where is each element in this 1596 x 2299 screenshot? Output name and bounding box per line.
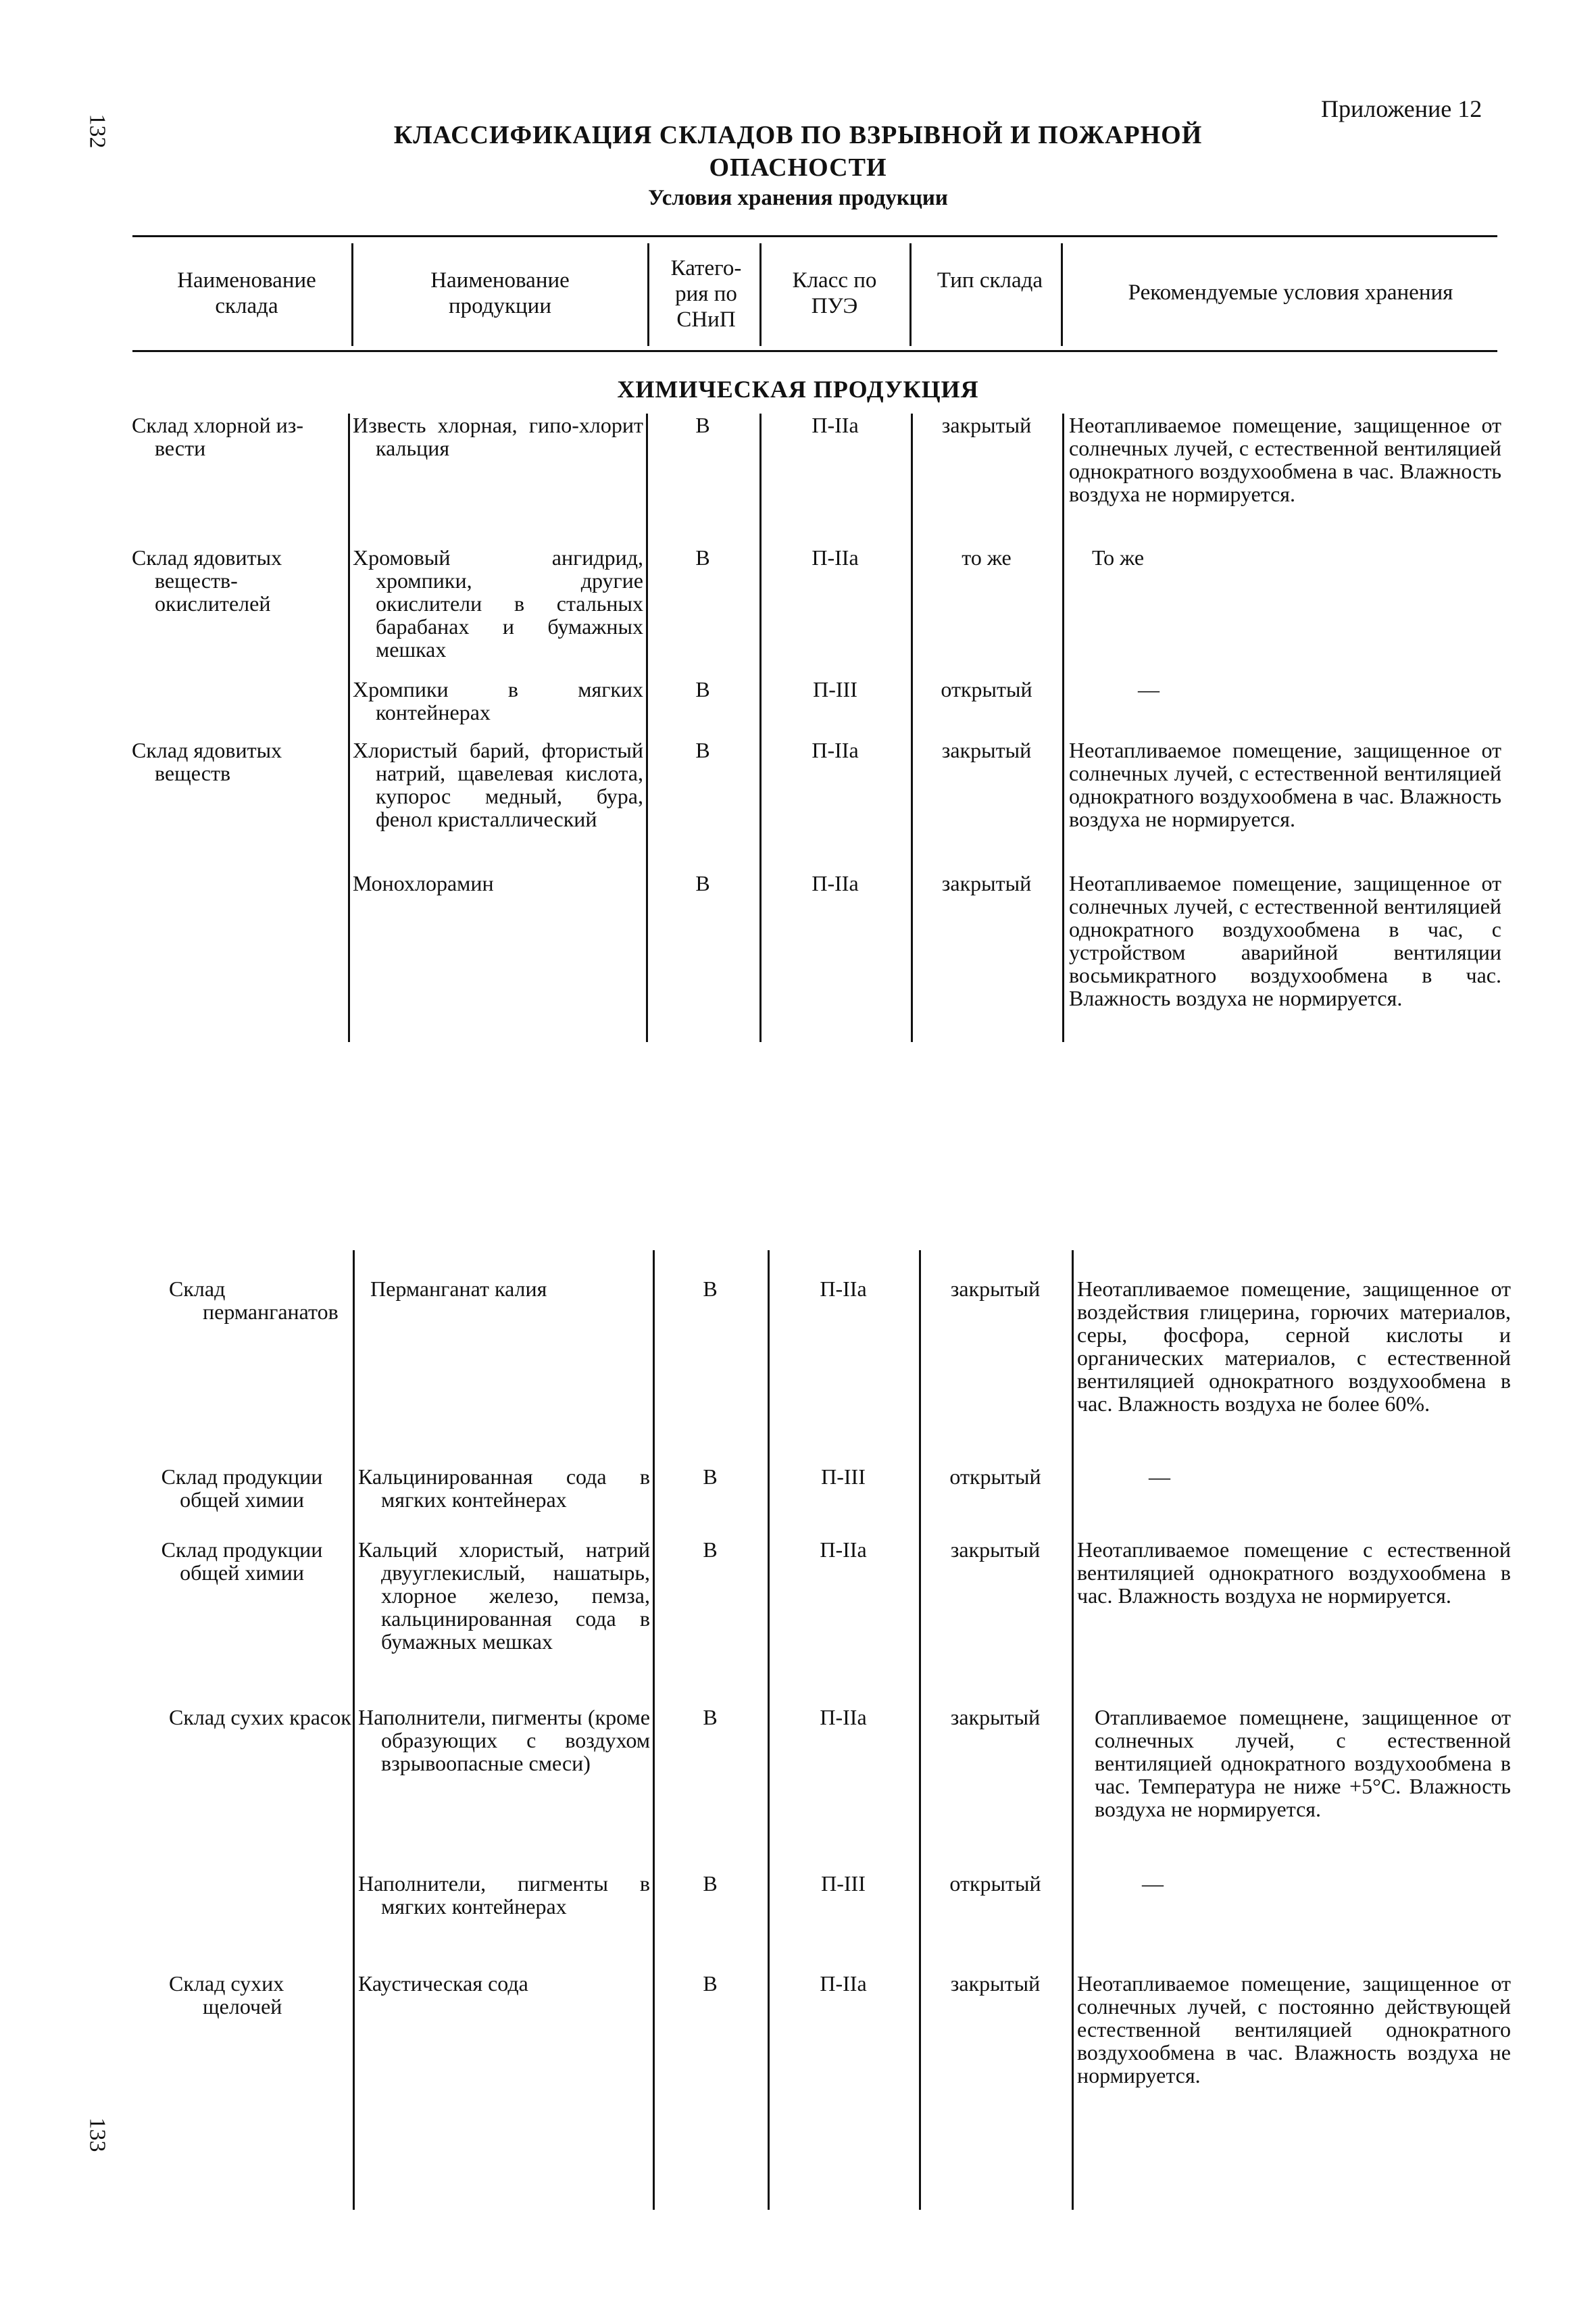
header-divider — [647, 243, 649, 346]
row-category: В — [695, 413, 710, 437]
section-title: ХИМИЧЕСКАЯ ПРОДУКЦИЯ — [617, 376, 979, 403]
column-divider — [653, 1250, 655, 2210]
row-product: Хлористый барий, фтористый натрий, щавелевая кислота, купорос медный, бура, фенол кристаллический — [353, 738, 643, 831]
row-conditions: — — [1142, 1871, 1164, 1896]
column-divider — [1062, 414, 1064, 1042]
row-category: В — [703, 1971, 718, 1996]
row-class: П-IIа — [812, 871, 859, 895]
row-product: Монохлорамин — [353, 871, 494, 895]
row-type: закрытый — [941, 871, 1032, 895]
column-divider — [768, 1250, 770, 2210]
row-conditions: Неотапливаемое помещение, защищенное от солнечных лучей, с естественной вентиляцией однократного воздухообмена в час. Влажность воздуха не нормируется. — [1069, 738, 1501, 831]
row-warehouse: Склад продукции общей химии — [161, 1464, 323, 1512]
column-divider — [1072, 1250, 1074, 2210]
row-class: П-IIа — [812, 413, 859, 437]
row-warehouse: Склад продукции общей химии — [161, 1537, 323, 1585]
row-type: закрытый — [941, 413, 1032, 437]
header-top-rule — [132, 235, 1497, 237]
row-class: П-III — [813, 677, 857, 701]
row-category: В — [695, 545, 710, 570]
row-product: Кальцинированная сода в мягких контейнерах — [358, 1464, 650, 1512]
row-conditions: Неотапливаемое помещение, защищенное от солнечных лучей, с естественной вентиляцией однократного воздухообмена в час. Влажность воздуха не нормируется. — [1069, 413, 1501, 506]
header-product: Наименование продукции — [430, 268, 570, 318]
column-divider — [919, 1250, 921, 2210]
row-conditions: — — [1149, 1464, 1170, 1489]
row-type: закрытый — [941, 738, 1032, 762]
row-product: Каустическая сода — [358, 1971, 528, 1996]
row-product: Кальций хлористый, натрий двууглекислый, нашатырь, хлорное железо, пемза, кальцинированная сода в бумажных мешках — [358, 1537, 650, 1654]
column-divider — [353, 1250, 355, 2210]
row-category: В — [703, 1705, 718, 1729]
column-divider — [348, 414, 350, 1042]
row-category: В — [695, 677, 710, 701]
row-category: В — [703, 1871, 718, 1896]
row-class: П-IIа — [820, 1277, 867, 1301]
row-conditions: Неотапливаемое помещение, защищенное от солнечных лучей, с естественной вентиляцией однократного воздухообмена в час, с устройством аварийной вентиляции восьмикратного воздухообмена в час. Влажность воздуха не нормируется. — [1069, 871, 1501, 1010]
row-product: Наполнители, пигменты (кроме образующих с воздухом взрывоопасные смеси) — [358, 1705, 650, 1775]
row-conditions: — — [1138, 677, 1159, 701]
row-category: В — [703, 1537, 718, 1562]
row-warehouse: Склад хлорной из-вести — [132, 413, 303, 460]
row-product: Перманганат калия — [370, 1277, 547, 1301]
row-type: закрытый — [950, 1971, 1041, 1996]
row-product: Наполнители, пигменты в мягких контейнерах — [358, 1871, 650, 1919]
header-divider — [351, 243, 353, 346]
header-bottom-rule — [132, 350, 1497, 352]
row-warehouse: Склад сухих красок — [169, 1705, 351, 1729]
header-type: Тип склада — [937, 268, 1043, 293]
column-divider — [759, 414, 762, 1042]
page-subtitle: Условия хранения продукции — [648, 186, 948, 210]
row-type: то же — [962, 545, 1012, 570]
appendix-label: Приложение 12 — [1321, 95, 1482, 122]
header-conditions: Рекомендуемые условия хранения — [1128, 280, 1453, 305]
row-conditions: Неотапливаемое помещение, защищенное от воздействия глицерина, горючих материалов, серы, фосфора, серной кислоты и органических материалов, с естественной вентиляцией однократного воздухообмена в час. Влажность воздуха не более 60%. — [1077, 1277, 1511, 1416]
row-warehouse: Склад ядовитых веществ — [132, 738, 282, 785]
row-type: открытый — [941, 677, 1032, 701]
row-type: закрытый — [950, 1277, 1041, 1301]
row-conditions: Неотапливаемое помещение, защищенное от солнечных лучей, с постоянно действующей естественной вентиляцией однократного воздухообмена в час. Влажность воздуха не нормируется. — [1077, 1971, 1511, 2087]
row-class: П-III — [821, 1871, 866, 1896]
header-warehouse: Наименование склада — [177, 268, 316, 318]
header-category: Катего-рия по СНиП — [670, 256, 742, 332]
row-class: П-IIа — [820, 1537, 867, 1562]
row-class: П-III — [821, 1464, 866, 1489]
header-divider — [759, 243, 762, 346]
row-class: П-IIа — [820, 1971, 867, 1996]
row-type: открытый — [949, 1871, 1041, 1896]
header-class: Класс по ПУЭ — [792, 268, 877, 318]
row-conditions: То же — [1092, 545, 1145, 570]
row-category: В — [703, 1464, 718, 1489]
row-warehouse: Склад перманганатов — [169, 1277, 339, 1324]
row-type: закрытый — [950, 1537, 1041, 1562]
row-conditions: Отапливаемое помещнене, защищенное от солнечных лучей, с естественной вентиляцией однократного воздухообмена в час. Температура не ниже +5°С. Влажность воздуха не нормируется. — [1095, 1705, 1511, 1821]
row-category: В — [695, 738, 710, 762]
page-number-top: 132 — [84, 114, 110, 149]
row-type: открытый — [949, 1464, 1041, 1489]
row-product: Известь хлорная, гипо-хлорит кальция — [353, 413, 643, 460]
header-divider — [909, 243, 912, 346]
row-class: П-IIа — [812, 545, 859, 570]
row-category: В — [703, 1277, 718, 1301]
row-class: П-IIа — [820, 1705, 867, 1729]
page-number-bottom: 133 — [84, 2117, 110, 2152]
header-divider — [1061, 243, 1063, 346]
row-warehouse: Склад сухих щелочей — [169, 1971, 284, 2019]
column-divider — [911, 414, 913, 1042]
page-title-line2: ОПАСНОСТИ — [709, 153, 887, 182]
row-conditions: Неотапливаемое помещение с естественной вентиляцией однократного воздухообмена в час. Влажность воздуха не нормируется. — [1077, 1537, 1511, 1608]
row-product: Хромовый ангидрид, хромпики, другие окислители в стальных барабанах и бумажных мешках — [353, 545, 643, 662]
column-divider — [646, 414, 648, 1042]
row-type: закрытый — [950, 1705, 1041, 1729]
row-category: В — [695, 871, 710, 895]
page-title-line1: КЛАССИФИКАЦИЯ СКЛАДОВ ПО ВЗРЫВНОЙ И ПОЖАРНОЙ — [393, 121, 1203, 149]
row-class: П-IIа — [812, 738, 859, 762]
row-warehouse: Склад ядовитых веществ-окислителей — [132, 545, 282, 616]
row-product: Хромпики в мягких контейнерах — [353, 677, 643, 724]
